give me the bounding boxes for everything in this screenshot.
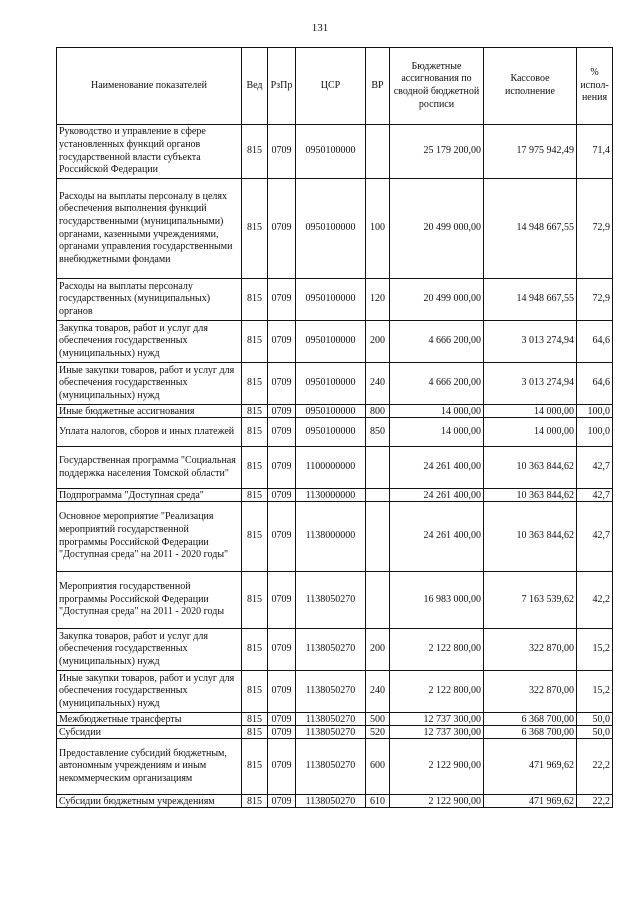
row-cash: 3 013 274,94 [484, 363, 577, 405]
row-pct: 100,0 [577, 405, 613, 418]
row-pct: 50,0 [577, 726, 613, 739]
page-number: 131 [311, 22, 329, 34]
row-cash: 471 969,62 [484, 739, 577, 795]
row-csr: 0950100000 [296, 279, 366, 321]
row-vr: 240 [366, 671, 390, 713]
table-row [57, 739, 613, 795]
row-csr: 1138050270 [296, 572, 366, 629]
row-csr: 1138050270 [296, 629, 366, 671]
row-vr [366, 502, 390, 572]
row-rzpr: 0709 [268, 279, 296, 321]
row-budget: 2 122 800,00 [390, 671, 484, 713]
row-name: Субсидии [57, 726, 242, 739]
row-rzpr: 0709 [268, 629, 296, 671]
row-rzpr: 0709 [268, 572, 296, 629]
table-row [57, 363, 613, 405]
row-budget: 4 666 200,00 [390, 363, 484, 405]
row-pct: 42,7 [577, 502, 613, 572]
row-rzpr: 0709 [268, 726, 296, 739]
row-name: Закупка товаров, работ и услуг для обеспечения государственных (муниципальных) нужд [57, 321, 242, 363]
row-pct: 72,9 [577, 179, 613, 279]
row-rzpr: 0709 [268, 179, 296, 279]
row-rzpr: 0709 [268, 405, 296, 418]
row-ved: 815 [242, 713, 268, 726]
row-budget: 12 737 300,00 [390, 726, 484, 739]
row-cash: 17 975 942,49 [484, 125, 577, 179]
row-csr: 1100000000 [296, 447, 366, 489]
row-budget: 25 179 200,00 [390, 125, 484, 179]
row-budget: 24 261 400,00 [390, 502, 484, 572]
row-pct: 100,0 [577, 418, 613, 447]
table-row [57, 713, 613, 726]
row-pct: 42,7 [577, 447, 613, 489]
row-csr: 0950100000 [296, 418, 366, 447]
table-row [57, 447, 613, 489]
header-name: Наименование показателей [57, 48, 242, 125]
table-row [57, 671, 613, 713]
row-name: Руководство и управление в сфере установленных функций органов государственной власти субъекта Российской Федерации [57, 125, 242, 179]
row-vr: 200 [366, 629, 390, 671]
table-header-row [57, 48, 613, 125]
row-ved: 815 [242, 447, 268, 489]
row-csr: 1130000000 [296, 489, 366, 502]
table-row [57, 726, 613, 739]
row-ved: 815 [242, 405, 268, 418]
table-row [57, 489, 613, 502]
row-pct: 42,7 [577, 489, 613, 502]
row-budget: 20 499 000,00 [390, 279, 484, 321]
row-pct: 64,6 [577, 363, 613, 405]
row-cash: 7 163 539,62 [484, 572, 577, 629]
row-csr: 0950100000 [296, 179, 366, 279]
table-row [57, 321, 613, 363]
row-name: Субсидии бюджетным учреждениям [57, 795, 242, 808]
row-cash: 14 000,00 [484, 405, 577, 418]
row-pct: 22,2 [577, 795, 613, 808]
row-vr [366, 125, 390, 179]
row-budget: 12 737 300,00 [390, 713, 484, 726]
row-budget: 20 499 000,00 [390, 179, 484, 279]
table-row [57, 179, 613, 279]
header-budget: Бюджетные ассигнования по сводной бюджетной росписи [390, 48, 484, 125]
row-ved: 815 [242, 321, 268, 363]
row-name: Уплата налогов, сборов и иных платежей [57, 418, 242, 447]
row-rzpr: 0709 [268, 739, 296, 795]
row-pct: 72,9 [577, 279, 613, 321]
row-ved: 815 [242, 489, 268, 502]
row-vr [366, 489, 390, 502]
row-csr: 0950100000 [296, 363, 366, 405]
row-rzpr: 0709 [268, 447, 296, 489]
row-cash: 10 363 844,62 [484, 489, 577, 502]
table-row [57, 418, 613, 447]
row-pct: 42,2 [577, 572, 613, 629]
header-rzpr: РзПр [268, 48, 296, 125]
row-pct: 22,2 [577, 739, 613, 795]
row-cash: 6 368 700,00 [484, 713, 577, 726]
row-rzpr: 0709 [268, 489, 296, 502]
row-name: Основное мероприятие "Реализация мероприятий государственной программы Российской Федерации "Доступная среда" на 2011 - 2020 годы" [57, 502, 242, 572]
row-rzpr: 0709 [268, 418, 296, 447]
row-vr: 800 [366, 405, 390, 418]
row-name: Мероприятия государственной программы Российской Федерации "Доступная среда" на 2011 - 2020 годы [57, 572, 242, 629]
row-ved: 815 [242, 418, 268, 447]
row-vr: 520 [366, 726, 390, 739]
table-row [57, 279, 613, 321]
row-vr: 100 [366, 179, 390, 279]
table-row [57, 502, 613, 572]
row-csr: 1138050270 [296, 713, 366, 726]
row-name: Подпрограмма "Доступная среда" [57, 489, 242, 502]
row-cash: 14 948 667,55 [484, 179, 577, 279]
budget-execution-table [56, 47, 613, 808]
row-rzpr: 0709 [268, 671, 296, 713]
row-ved: 815 [242, 671, 268, 713]
row-vr: 610 [366, 795, 390, 808]
row-rzpr: 0709 [268, 363, 296, 405]
row-ved: 815 [242, 179, 268, 279]
row-vr [366, 447, 390, 489]
row-csr: 1138050270 [296, 671, 366, 713]
header-cash: Кассовое исполнение [484, 48, 577, 125]
row-name: Закупка товаров, работ и услуг для обеспечения государственных (муниципальных) нужд [57, 629, 242, 671]
row-csr: 0950100000 [296, 321, 366, 363]
row-vr: 850 [366, 418, 390, 447]
row-budget: 14 000,00 [390, 418, 484, 447]
row-cash: 471 969,62 [484, 795, 577, 808]
header-pct: % испол-нения [577, 48, 613, 125]
row-cash: 322 870,00 [484, 671, 577, 713]
header-vr: ВР [366, 48, 390, 125]
table-row [57, 795, 613, 808]
row-rzpr: 0709 [268, 502, 296, 572]
row-ved: 815 [242, 739, 268, 795]
row-ved: 815 [242, 279, 268, 321]
row-vr: 240 [366, 363, 390, 405]
row-vr: 600 [366, 739, 390, 795]
row-cash: 14 000,00 [484, 418, 577, 447]
row-rzpr: 0709 [268, 321, 296, 363]
table-row [57, 125, 613, 179]
row-name: Иные бюджетные ассигнования [57, 405, 242, 418]
row-pct: 50,0 [577, 713, 613, 726]
row-cash: 6 368 700,00 [484, 726, 577, 739]
row-ved: 815 [242, 125, 268, 179]
table-row [57, 629, 613, 671]
row-name: Межбюджетные трансферты [57, 713, 242, 726]
row-vr: 500 [366, 713, 390, 726]
row-rzpr: 0709 [268, 795, 296, 808]
row-csr: 0950100000 [296, 125, 366, 179]
row-rzpr: 0709 [268, 713, 296, 726]
row-rzpr: 0709 [268, 125, 296, 179]
row-ved: 815 [242, 726, 268, 739]
row-cash: 10 363 844,62 [484, 502, 577, 572]
row-csr: 0950100000 [296, 405, 366, 418]
table-row [57, 572, 613, 629]
row-budget: 2 122 900,00 [390, 739, 484, 795]
row-name: Расходы на выплаты персоналу в целях обеспечения выполнения функций государственными (муниципальными) органами, казенными учреждениями, органами управления государственными внебюджетными фондами [57, 179, 242, 279]
row-cash: 10 363 844,62 [484, 447, 577, 489]
row-csr: 1138000000 [296, 502, 366, 572]
row-pct: 15,2 [577, 629, 613, 671]
header-csr: ЦСР [296, 48, 366, 125]
row-ved: 815 [242, 363, 268, 405]
row-budget: 2 122 900,00 [390, 795, 484, 808]
row-name: Государственная программа "Социальная поддержка населения Томской области" [57, 447, 242, 489]
row-budget: 24 261 400,00 [390, 447, 484, 489]
table-row [57, 405, 613, 418]
row-vr [366, 572, 390, 629]
row-csr: 1138050270 [296, 739, 366, 795]
row-pct: 71,4 [577, 125, 613, 179]
row-ved: 815 [242, 629, 268, 671]
row-pct: 15,2 [577, 671, 613, 713]
row-ved: 815 [242, 795, 268, 808]
row-csr: 1138050270 [296, 795, 366, 808]
row-vr: 120 [366, 279, 390, 321]
row-budget: 16 983 000,00 [390, 572, 484, 629]
row-name: Предоставление субсидий бюджетным, автономным учреждениям и иным некоммерческим организациям [57, 739, 242, 795]
row-budget: 14 000,00 [390, 405, 484, 418]
row-pct: 64,6 [577, 321, 613, 363]
row-budget: 24 261 400,00 [390, 489, 484, 502]
row-budget: 4 666 200,00 [390, 321, 484, 363]
row-ved: 815 [242, 502, 268, 572]
row-ved: 815 [242, 572, 268, 629]
header-ved: Вед [242, 48, 268, 125]
row-cash: 3 013 274,94 [484, 321, 577, 363]
row-cash: 14 948 667,55 [484, 279, 577, 321]
row-csr: 1138050270 [296, 726, 366, 739]
row-name: Иные закупки товаров, работ и услуг для обеспечения государственных (муниципальных) нужд [57, 363, 242, 405]
row-budget: 2 122 800,00 [390, 629, 484, 671]
row-cash: 322 870,00 [484, 629, 577, 671]
row-name: Иные закупки товаров, работ и услуг для обеспечения государственных (муниципальных) нужд [57, 671, 242, 713]
row-vr: 200 [366, 321, 390, 363]
row-name: Расходы на выплаты персоналу государственных (муниципальных) органов [57, 279, 242, 321]
